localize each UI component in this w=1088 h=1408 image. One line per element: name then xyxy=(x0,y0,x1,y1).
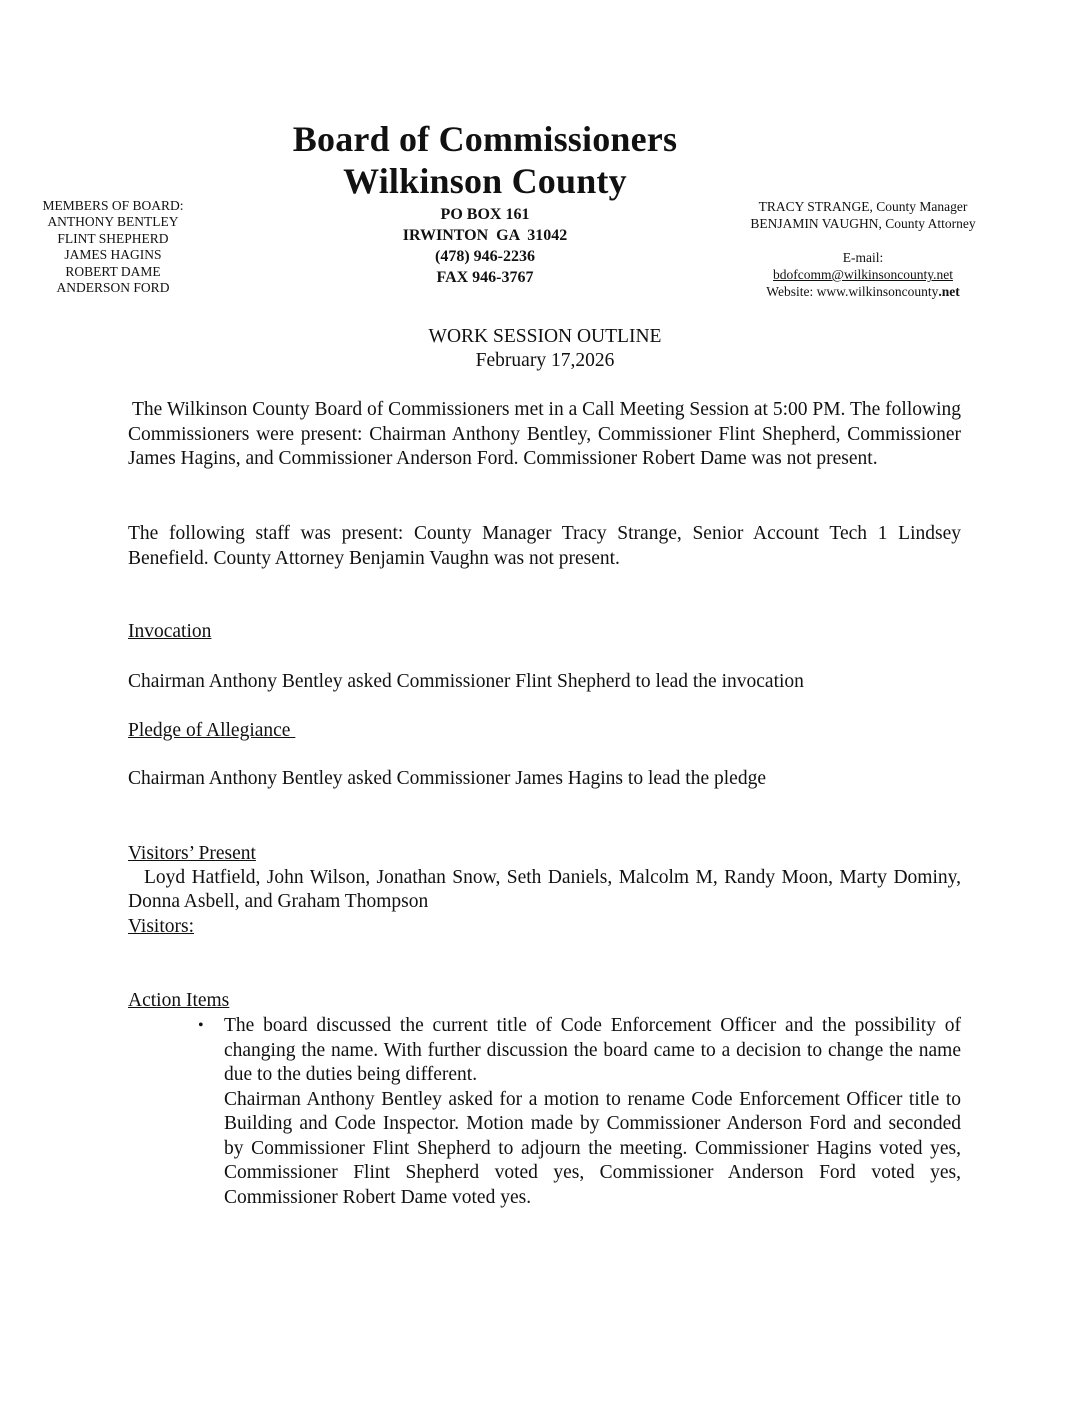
county-manager: TRACY STRANGE, County Manager xyxy=(758,199,968,214)
member-name: FLINT SHEPHERD xyxy=(57,230,169,246)
address-city: IRWINTON GA 31042 xyxy=(402,227,568,244)
outline-heading xyxy=(300,325,790,373)
spacer xyxy=(722,232,1004,249)
email-label: E-mail: xyxy=(842,250,884,265)
members-label: MEMBERS OF BOARD: xyxy=(42,198,184,213)
member-name: ROBERT DAME xyxy=(65,263,161,279)
action-item-motion: Chairman Anthony Bentley asked for a motion to rename Code Enforcement Officer title to Building and Code Inspector. Motion made by Commissioner Anderson Ford and seconded by Commissioner Flint Shepherd to adjourn the meeting. Commissioner Hagins voted yes, Commissioner Flint Shepherd voted yes, Commissioner Anderson Ford voted yes, Commissioner Robert Dame voted yes. xyxy=(224,1088,961,1208)
address-po-box: PO BOX 161 xyxy=(440,206,530,223)
action-item-discussion: The board discussed the current title of Code Enforcement Officer and the possibility of changing the name. With further discussion the board came to a decision to change the name due to the duties being different. xyxy=(224,1015,961,1085)
website-suffix: .net xyxy=(938,284,960,299)
invocation-text: Chairman Anthony Bentley asked Commissioner Flint Shepherd to lead the invocation xyxy=(128,671,804,692)
address-block xyxy=(240,204,730,288)
outline-title: WORK SESSION OUTLINE xyxy=(428,326,662,347)
board-title: Board of Commissioners xyxy=(292,119,678,159)
pledge-heading: Pledge of Allegiance xyxy=(128,720,296,741)
county-attorney: BENJAMIN VAUGHN, County Attorney xyxy=(750,216,976,231)
visitors-heading: Visitors: xyxy=(128,916,195,937)
address-phone: (478) 946-2236 xyxy=(435,248,535,265)
action-items-list xyxy=(128,1014,961,1210)
outline-date: February 17,2026 xyxy=(475,350,615,371)
action-items-heading: Action Items xyxy=(128,990,230,1011)
action-item xyxy=(128,1014,961,1210)
address-fax: FAX 946-3767 xyxy=(436,269,534,286)
member-name: ANDERSON FORD xyxy=(56,280,170,296)
member-name: JAMES HAGINS xyxy=(64,247,162,263)
county-title: Wilkinson County xyxy=(343,161,627,201)
pledge-text: Chairman Anthony Bentley asked Commissioner James Hagins to lead the pledge xyxy=(128,768,766,789)
invocation-heading: Invocation xyxy=(128,621,212,642)
member-name: ANTHONY BENTLEY xyxy=(47,214,179,230)
attendance-paragraph: The Wilkinson County Board of Commissioners met in a Call Meeting Session at 5:00 PM. The following Commissioners were present: Chairman Anthony Bentley, Commissioner Flint Shepherd, Commissioner James Hagins, and Commissioner Anderson Ford. Commissioner Robert Dame was not present. xyxy=(128,399,961,469)
staff-contact-block xyxy=(722,198,1004,300)
website-line xyxy=(722,283,1004,300)
staff-paragraph: The following staff was present: County Manager Tracy Strange, Senior Account Tech 1 Lindsey Benefield. County Attorney Benjamin Vaughn was not present. xyxy=(128,523,961,569)
visitors-list: Loyd Hatfield, John Wilson, Jonathan Snow, Seth Daniels, Malcolm M, Randy Moon, Marty Dominy, Donna Asbell, and Graham Thompson xyxy=(128,867,961,912)
board-members-block xyxy=(20,198,206,296)
website-label: Website: www.wilkinsoncounty xyxy=(766,284,939,299)
email-link[interactable]: bdofcomm@wilkinsoncounty.net xyxy=(773,267,953,282)
bullet-icon: • xyxy=(198,1017,204,1034)
visitors-present-heading: Visitors’ Present xyxy=(128,843,256,864)
letterhead-title-block xyxy=(240,118,730,288)
